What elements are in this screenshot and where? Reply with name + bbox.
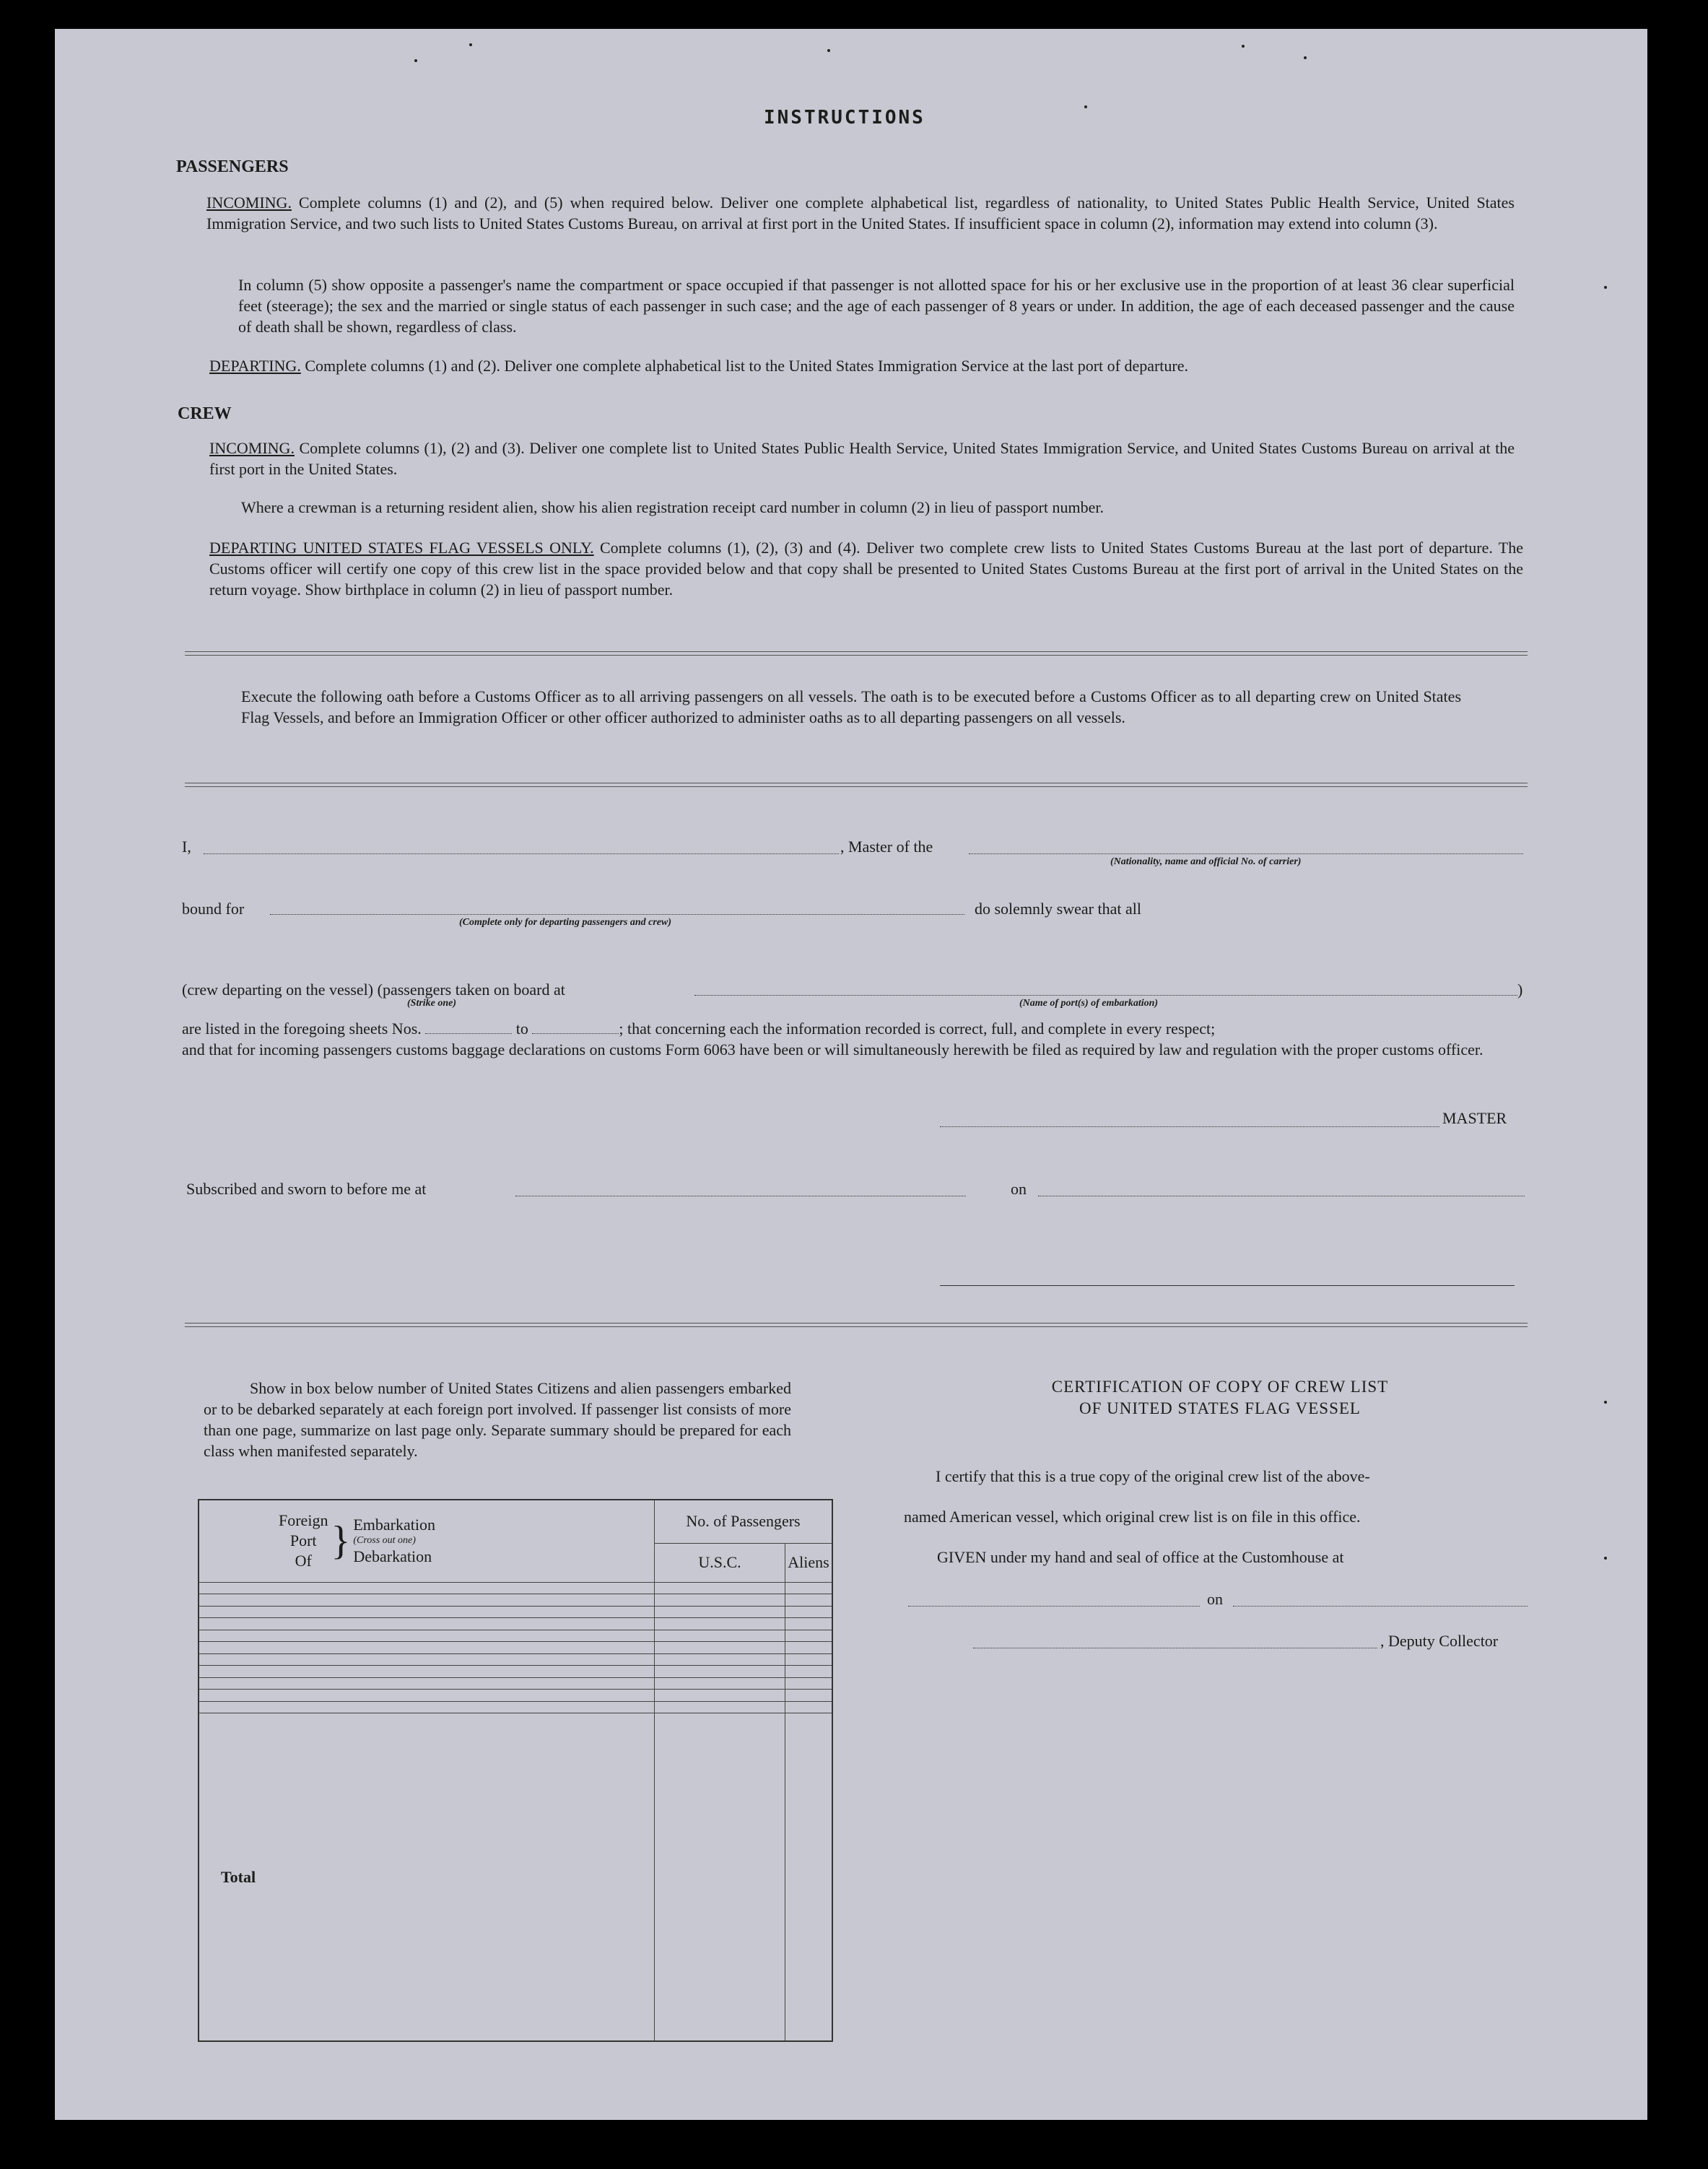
debarkation-label: Debarkation (353, 1547, 432, 1566)
certification-on-label: on (1207, 1590, 1223, 1608)
crew-departing-label: DEPARTING UNITED STATES FLAG VESSELS ONLY. (209, 539, 594, 557)
aliens-cell[interactable] (785, 1653, 833, 1666)
usc-cell[interactable] (655, 1630, 785, 1642)
table-header-row (199, 1500, 832, 1543)
usc-cell[interactable] (655, 1642, 785, 1654)
scan-speck (1242, 45, 1245, 48)
aliens-cell[interactable] (785, 1677, 833, 1690)
passengers-section-title: PASSENGERS (176, 157, 289, 176)
crew-incoming-text: Complete columns (1), (2) and (3). Deliver one complete list to United States Public Health Service, United States Immigration Service, and United States Customs Bureau on arrival at the first port in the United States. (209, 439, 1515, 478)
sworn-on-label: on (1011, 1180, 1027, 1198)
foreign-port-header (199, 1500, 655, 1582)
usc-cell[interactable] (655, 1690, 785, 1702)
embark-debark-labels (353, 1515, 435, 1567)
aliens-cell[interactable] (785, 1642, 833, 1654)
port-label: Port (289, 1531, 317, 1550)
scan-speck (414, 59, 417, 62)
page-title: INSTRUCTIONS (764, 107, 925, 129)
crew-passengers-label: (crew departing on the vessel) (passengers taken on board at (182, 981, 565, 999)
bound-for-caption: (Complete only for departing passengers and crew) (459, 917, 671, 928)
oath-instructions: Execute the following oath before a Customs Officer as to all arriving passengers on all vessels. The oath is to be executed before a Customs Officer as to all departing crew on United States Flag Vessels, and before an Immigration Officer or other officer authorized to administer oaths as to all departing passengers on all vessels. (241, 687, 1461, 726)
usc-cell[interactable] (655, 1582, 785, 1594)
carrier-field[interactable] (969, 853, 1523, 854)
baggage-declaration-text: and that for incoming passengers customs baggage declarations on customs Form 6063 have been or will simultaneously herewith be filed as required by law and regulation with the proper customs officer. (182, 1040, 1483, 1059)
bound-for-field[interactable] (270, 914, 964, 915)
aliens-cell[interactable] (785, 1618, 833, 1630)
aliens-cell[interactable] (785, 1606, 833, 1618)
strike-one-caption: (Strike one) (407, 998, 457, 1009)
crew-resident-paragraph: Where a crewman is a returning resident alien, show his alien registration receipt card number in column (2) in lieu of passport number. (241, 498, 1104, 516)
port-cell[interactable] (199, 1642, 655, 1654)
scan-speck (1084, 105, 1087, 108)
certify-line1: I certify that this is a true copy of the original crew list of the above- (936, 1467, 1370, 1485)
passengers-incoming-text: Complete columns (1) and (2), and (5) when required below. Deliver one complete alphabetical list, regardless of nationality, to United States Public Health Service, United States Immigration Service, and two such lists to United States Customs Bureau, on arrival at first port in the United States. If insufficient space in column (2), information may extend into column (3). (206, 194, 1515, 232)
total-usc-cell[interactable] (655, 1713, 785, 2041)
aliens-cell[interactable] (785, 1701, 833, 1713)
aliens-cell[interactable] (785, 1594, 833, 1607)
aliens-header: Aliens (785, 1543, 833, 1582)
port-cell[interactable] (199, 1606, 655, 1618)
certification-date-field[interactable] (1233, 1606, 1528, 1607)
port-cell[interactable] (199, 1653, 655, 1666)
certification-title-line1: CERTIFICATION OF COPY OF CREW LIST (1051, 1378, 1389, 1396)
scan-speck (1604, 1401, 1607, 1404)
listed-sheets-line (182, 1018, 1525, 1039)
scan-speck (827, 49, 830, 52)
table-row (199, 1618, 832, 1630)
master-name-field[interactable] (204, 853, 839, 854)
table-row (199, 1630, 832, 1642)
carrier-caption: (Nationality, name and official No. of carrier) (1110, 856, 1302, 867)
table-row (199, 1690, 832, 1702)
aliens-cell[interactable] (785, 1666, 833, 1678)
table-row (199, 1653, 832, 1666)
passengers-column5-paragraph: In column (5) show opposite a passenger's name the compartment or space occupied if that passenger is not allotted space for his or her exclusive use in the proportion of at least 36 clear superficial feet (steerage); the sex and the married or single status of each passenger in such case; and the age of each passenger of 8 years or under. In addition, the age of each deceased passenger and the cause of death shall be shown, regardless of class. (238, 276, 1515, 336)
section-divider (185, 651, 1528, 656)
crew-departing-text: Complete columns (1), (2), (3) and (4). Deliver two complete crew lists to United States Customs Bureau at the last port of departure. The Customs officer will certify one copy of this crew list in the space provided below and that copy shall be presented to United States Customs Bureau at the first port of arrival in the United States on the return voyage. Show birthplace in column (2) in lieu of passport number. (209, 539, 1523, 599)
crew-departing-paragraph (209, 537, 1523, 600)
scan-speck (469, 43, 472, 46)
usc-cell[interactable] (655, 1666, 785, 1678)
embarkation-label: Embarkation (353, 1516, 435, 1534)
given-text: GIVEN under my hand and seal of office at the Customhouse at (937, 1548, 1344, 1566)
port-cell[interactable] (199, 1666, 655, 1678)
close-paren: ) (1517, 981, 1523, 999)
master-signature-field[interactable] (940, 1126, 1439, 1127)
table-row (199, 1582, 832, 1594)
usc-cell[interactable] (655, 1594, 785, 1607)
subscribed-label: Subscribed and sworn to before me at (186, 1180, 427, 1198)
ports-caption: (Name of port(s) of embarkation) (1019, 998, 1159, 1009)
usc-cell[interactable] (655, 1618, 785, 1630)
table-row (199, 1677, 832, 1690)
usc-cell[interactable] (655, 1606, 785, 1618)
scan-speck (1604, 1557, 1607, 1560)
port-cell[interactable] (199, 1582, 655, 1594)
port-cell[interactable] (199, 1630, 655, 1642)
usc-cell[interactable] (655, 1701, 785, 1713)
swear-label: do solemnly swear that all (975, 900, 1141, 918)
port-cell[interactable] (199, 1618, 655, 1630)
passengers-departing-label: DEPARTING. (209, 357, 301, 375)
customhouse-place-field[interactable] (908, 1606, 1200, 1607)
oath-i-label: I, (182, 838, 191, 856)
foreign-label: Foreign (279, 1511, 328, 1530)
listed-to-label: to (515, 1020, 528, 1038)
scan-speck (1304, 56, 1307, 59)
usc-cell[interactable] (655, 1677, 785, 1690)
passengers-incoming-paragraph (206, 192, 1515, 234)
section-divider (185, 783, 1528, 787)
sheet-from-field[interactable] (425, 1033, 512, 1034)
foreign-port-of-labels (279, 1511, 328, 1571)
usc-cell[interactable] (655, 1653, 785, 1666)
sheet-to-field[interactable] (532, 1033, 619, 1034)
listed-correct-text: ; that concerning each the information recorded is correct, full, and complete in every respect; (619, 1020, 1216, 1038)
crew-section-title: CREW (178, 404, 232, 423)
usc-header: U.S.C. (655, 1543, 785, 1582)
port-cell[interactable] (199, 1594, 655, 1607)
master-of-label: , Master of the (840, 838, 933, 856)
port-cell[interactable] (199, 1701, 655, 1713)
aliens-cell[interactable] (785, 1690, 833, 1702)
table-row (199, 1666, 832, 1678)
passengers-departing-text: Complete columns (1) and (2). Deliver one complete alphabetical list to the United States Immigration Service at the last port of departure. (305, 357, 1189, 375)
num-passengers-header: No. of Passengers (655, 1500, 833, 1543)
aliens-cell[interactable] (785, 1582, 833, 1594)
embarkation-port-field[interactable] (694, 995, 1517, 996)
crew-incoming-label: INCOMING. (209, 439, 295, 457)
of-label: Of (295, 1552, 312, 1570)
certify-line2: named American vessel, which original crew list is on file in this office. (904, 1508, 1361, 1526)
certification-title (938, 1376, 1502, 1420)
table-row (199, 1606, 832, 1618)
table-row (199, 1594, 832, 1607)
port-cell[interactable] (199, 1677, 655, 1690)
passengers-incoming-label: INCOMING. (206, 194, 292, 212)
brace-glyph: } (331, 1518, 351, 1564)
total-aliens-cell[interactable] (785, 1713, 833, 2041)
section-divider (185, 1323, 1528, 1327)
aliens-cell[interactable] (785, 1630, 833, 1642)
total-label: Total (199, 1713, 655, 2041)
master-label: MASTER (1442, 1109, 1507, 1127)
total-row (199, 1713, 832, 2041)
certification-title-line2: OF UNITED STATES FLAG VESSEL (1079, 1399, 1361, 1417)
port-cell[interactable] (199, 1690, 655, 1702)
passengers-departing-paragraph (209, 355, 1523, 376)
cross-out-label: (Cross out one) (353, 1535, 416, 1547)
bound-for-label: bound for (182, 900, 245, 918)
crew-incoming-paragraph (209, 438, 1515, 479)
scan-speck (1604, 286, 1607, 289)
deputy-collector-label: , Deputy Collector (1380, 1632, 1499, 1650)
listed-sheets-label: are listed in the foregoing sheets Nos. (182, 1020, 422, 1038)
table-row (199, 1701, 832, 1713)
table-row (199, 1642, 832, 1654)
officer-signature-field[interactable] (940, 1285, 1515, 1286)
summary-instructions: Show in box below number of United States Citizens and alien passengers embarked or to be debarked separately at each foreign port involved. If passenger list consists of more than one page, summarize on last page only. Separate summary should be prepared for each class when manifested separately. (204, 1379, 791, 1460)
passenger-summary-table (198, 1499, 833, 2042)
